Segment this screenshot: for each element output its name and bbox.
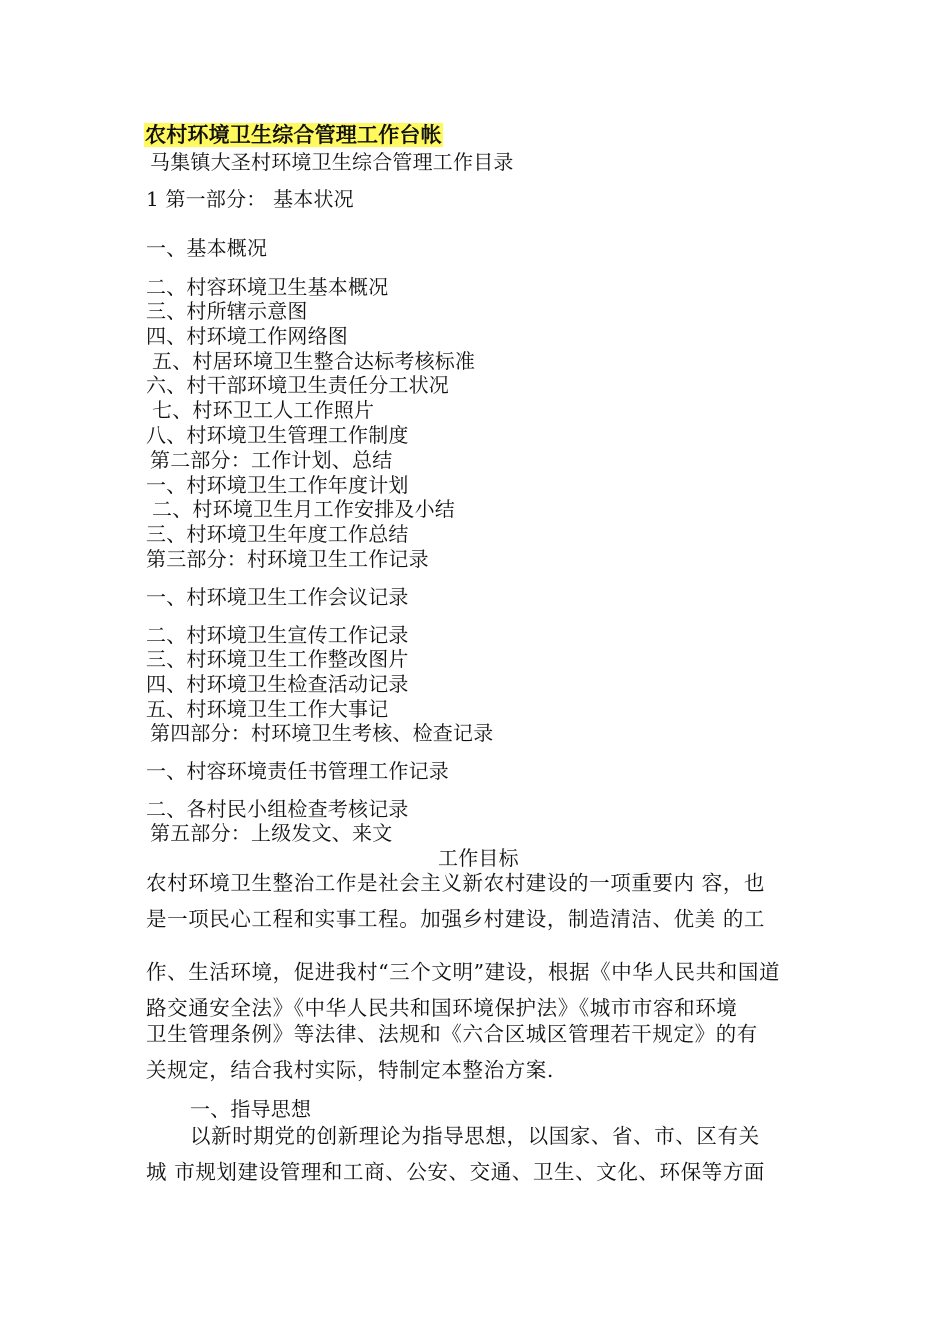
part1-heading: 1 第一部分： 基本状况 [146, 187, 354, 211]
paragraph-line: 城 市规划建设管理和工商、公安、交通、卫生、文化、环保等方面 [146, 1160, 766, 1184]
document-title: 农村环境卫生综合管理工作台帐 [145, 123, 442, 147]
part2-heading: 第二部分：工作计划、总结 [150, 448, 393, 472]
list-item: 八、村环境卫生管理工作制度 [146, 423, 409, 447]
guiding-heading: 一、指导思想 [190, 1097, 312, 1121]
list-item: 七、村环卫工人工作照片 [152, 398, 375, 422]
document-subtitle: 马集镇大圣村环境卫生综合管理工作目录 [150, 150, 514, 174]
list-item: 一、基本概况 [146, 236, 268, 260]
paragraph-line: 关规定，结合我村实际，特制定本整治方案. [146, 1058, 555, 1082]
paragraph-line: 作、生活环境，促进我村“三个文明”建设，根据《中华人民共和国道 [146, 960, 781, 984]
part5-heading: 第五部分：上级发文、来文 [150, 821, 393, 845]
list-item: 五、村环境卫生工作大事记 [146, 697, 389, 721]
paragraph-line: 农村环境卫生整治工作是社会主义新农村建设的一项重要内 容，也 [146, 871, 766, 895]
paragraph-line: 是一项民心工程和实事工程。加强乡村建设，制造清洁、优美 的工 [146, 907, 766, 931]
paragraph-line: 卫生管理条例》等法律、法规和《六合区城区管理若干规定》的有 [146, 1022, 758, 1046]
list-item: 三、村环境卫生工作整改图片 [146, 647, 409, 671]
list-item: 四、村环境卫生检查活动记录 [146, 672, 409, 696]
list-item: 三、村所辖示意图 [146, 299, 308, 323]
list-item: 二、村环境卫生月工作安排及小结 [152, 497, 455, 521]
list-item: 六、村干部环境卫生责任分工状况 [146, 373, 449, 397]
list-item: 一、村环境卫生工作年度计划 [146, 473, 409, 497]
list-item: 二、村容环境卫生基本概况 [146, 275, 389, 299]
list-item: 四、村环境工作网络图 [146, 324, 348, 348]
part4-heading: 第四部分：村环境卫生考核、检查记录 [150, 721, 494, 745]
paragraph-line: 以新时期党的创新理论为指导思想，以国家、省、市、区有关 [190, 1124, 760, 1148]
list-item: 二、各村民小组检查考核记录 [146, 797, 409, 821]
paragraph-line: 路交通安全法》《中华人民共和国环境保护法》《城市市容和环境 [146, 996, 738, 1020]
list-item: 一、村容环境责任书管理工作记录 [146, 759, 449, 783]
list-item: 一、村环境卫生工作会议记录 [146, 585, 409, 609]
list-item: 二、村环境卫生宣传工作记录 [146, 623, 409, 647]
list-item: 五、村居环境卫生整合达标考核标准 [152, 349, 476, 373]
part3-heading: 第三部分：村环境卫生工作记录 [146, 547, 429, 571]
goal-heading: 工作目标 [438, 846, 519, 870]
list-item: 三、村环境卫生年度工作总结 [146, 522, 409, 546]
